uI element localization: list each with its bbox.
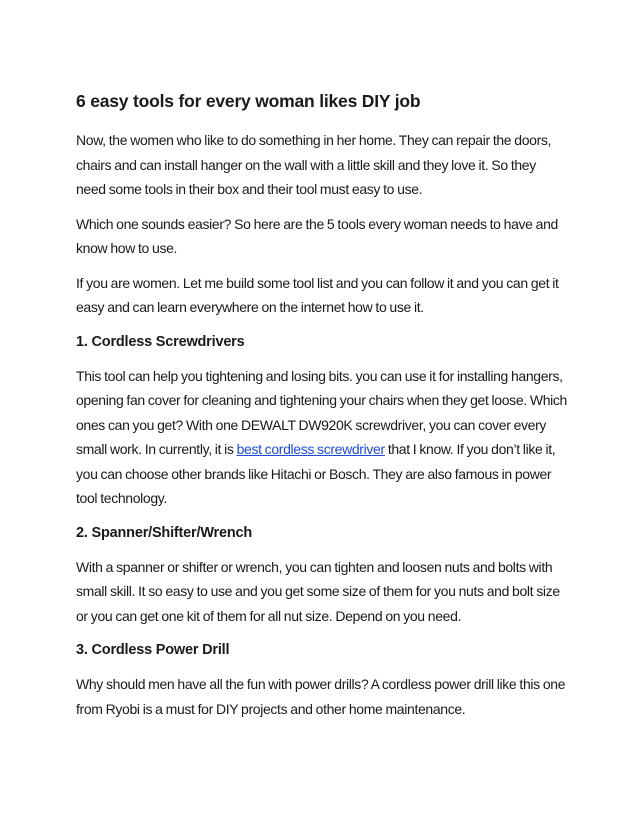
section-heading-power-drill: 3. Cordless Power Drill [76,642,230,658]
section-paragraph-screwdrivers [76,364,568,511]
intro-paragraph-1: Now, the women who like to do something in her home. They can repair the doors, chairs and can install hanger on the wall with a little skill and they love it. So they need some tools in their box and their tool must easy to use. [76,132,552,197]
document-title: 6 easy tools for every woman likes DIY job [76,91,421,111]
best-cordless-screwdriver-link[interactable]: best cordless screwdriver [236,441,385,457]
intro-paragraph-3: If you are women. Let me build some tool list and you can follow it and you can get it easy and can learn everywhere on the internet how to use it. [76,274,559,315]
intro-paragraph-2: Which one sounds easier? So here are the 5 tools every woman needs to have and know how to use. [76,215,558,256]
section-paragraph-spanner: With a spanner or shifter or wrench, you can tighten and loosen nuts and bolts with small skill. It so easy to use and you get some size of them for you nuts and bolt size or you can get one kit of them for all nut size. Depend on you need. [76,558,560,624]
section-heading-screwdrivers: 1. Cordless Screwdrivers [76,333,245,350]
screwdrivers-text-start: This tool can help you tightening and losing bits. you can use it for installing hangers, opening fan cover for cleaning and tightening your chairs when they get loose. Which ones can you get? With one DEWALT DW920K screwdriver, you can cover every small work. In currently, it is [76,367,567,457]
section-paragraph-power-drill: Why should men have all the fun with power drills? A cordless power drill like this one from Ryobi is a must for DIY projects and other home maintenance. [76,676,566,717]
document-page [76,88,568,731]
screwdrivers-text-end: that I know. If you don’t like it, you can choose other brands like Hitachi or Bosch. They are also famous in power tool technology. [76,441,556,506]
section-heading-spanner: 2. Spanner/Shifter/Wrench [76,524,253,541]
